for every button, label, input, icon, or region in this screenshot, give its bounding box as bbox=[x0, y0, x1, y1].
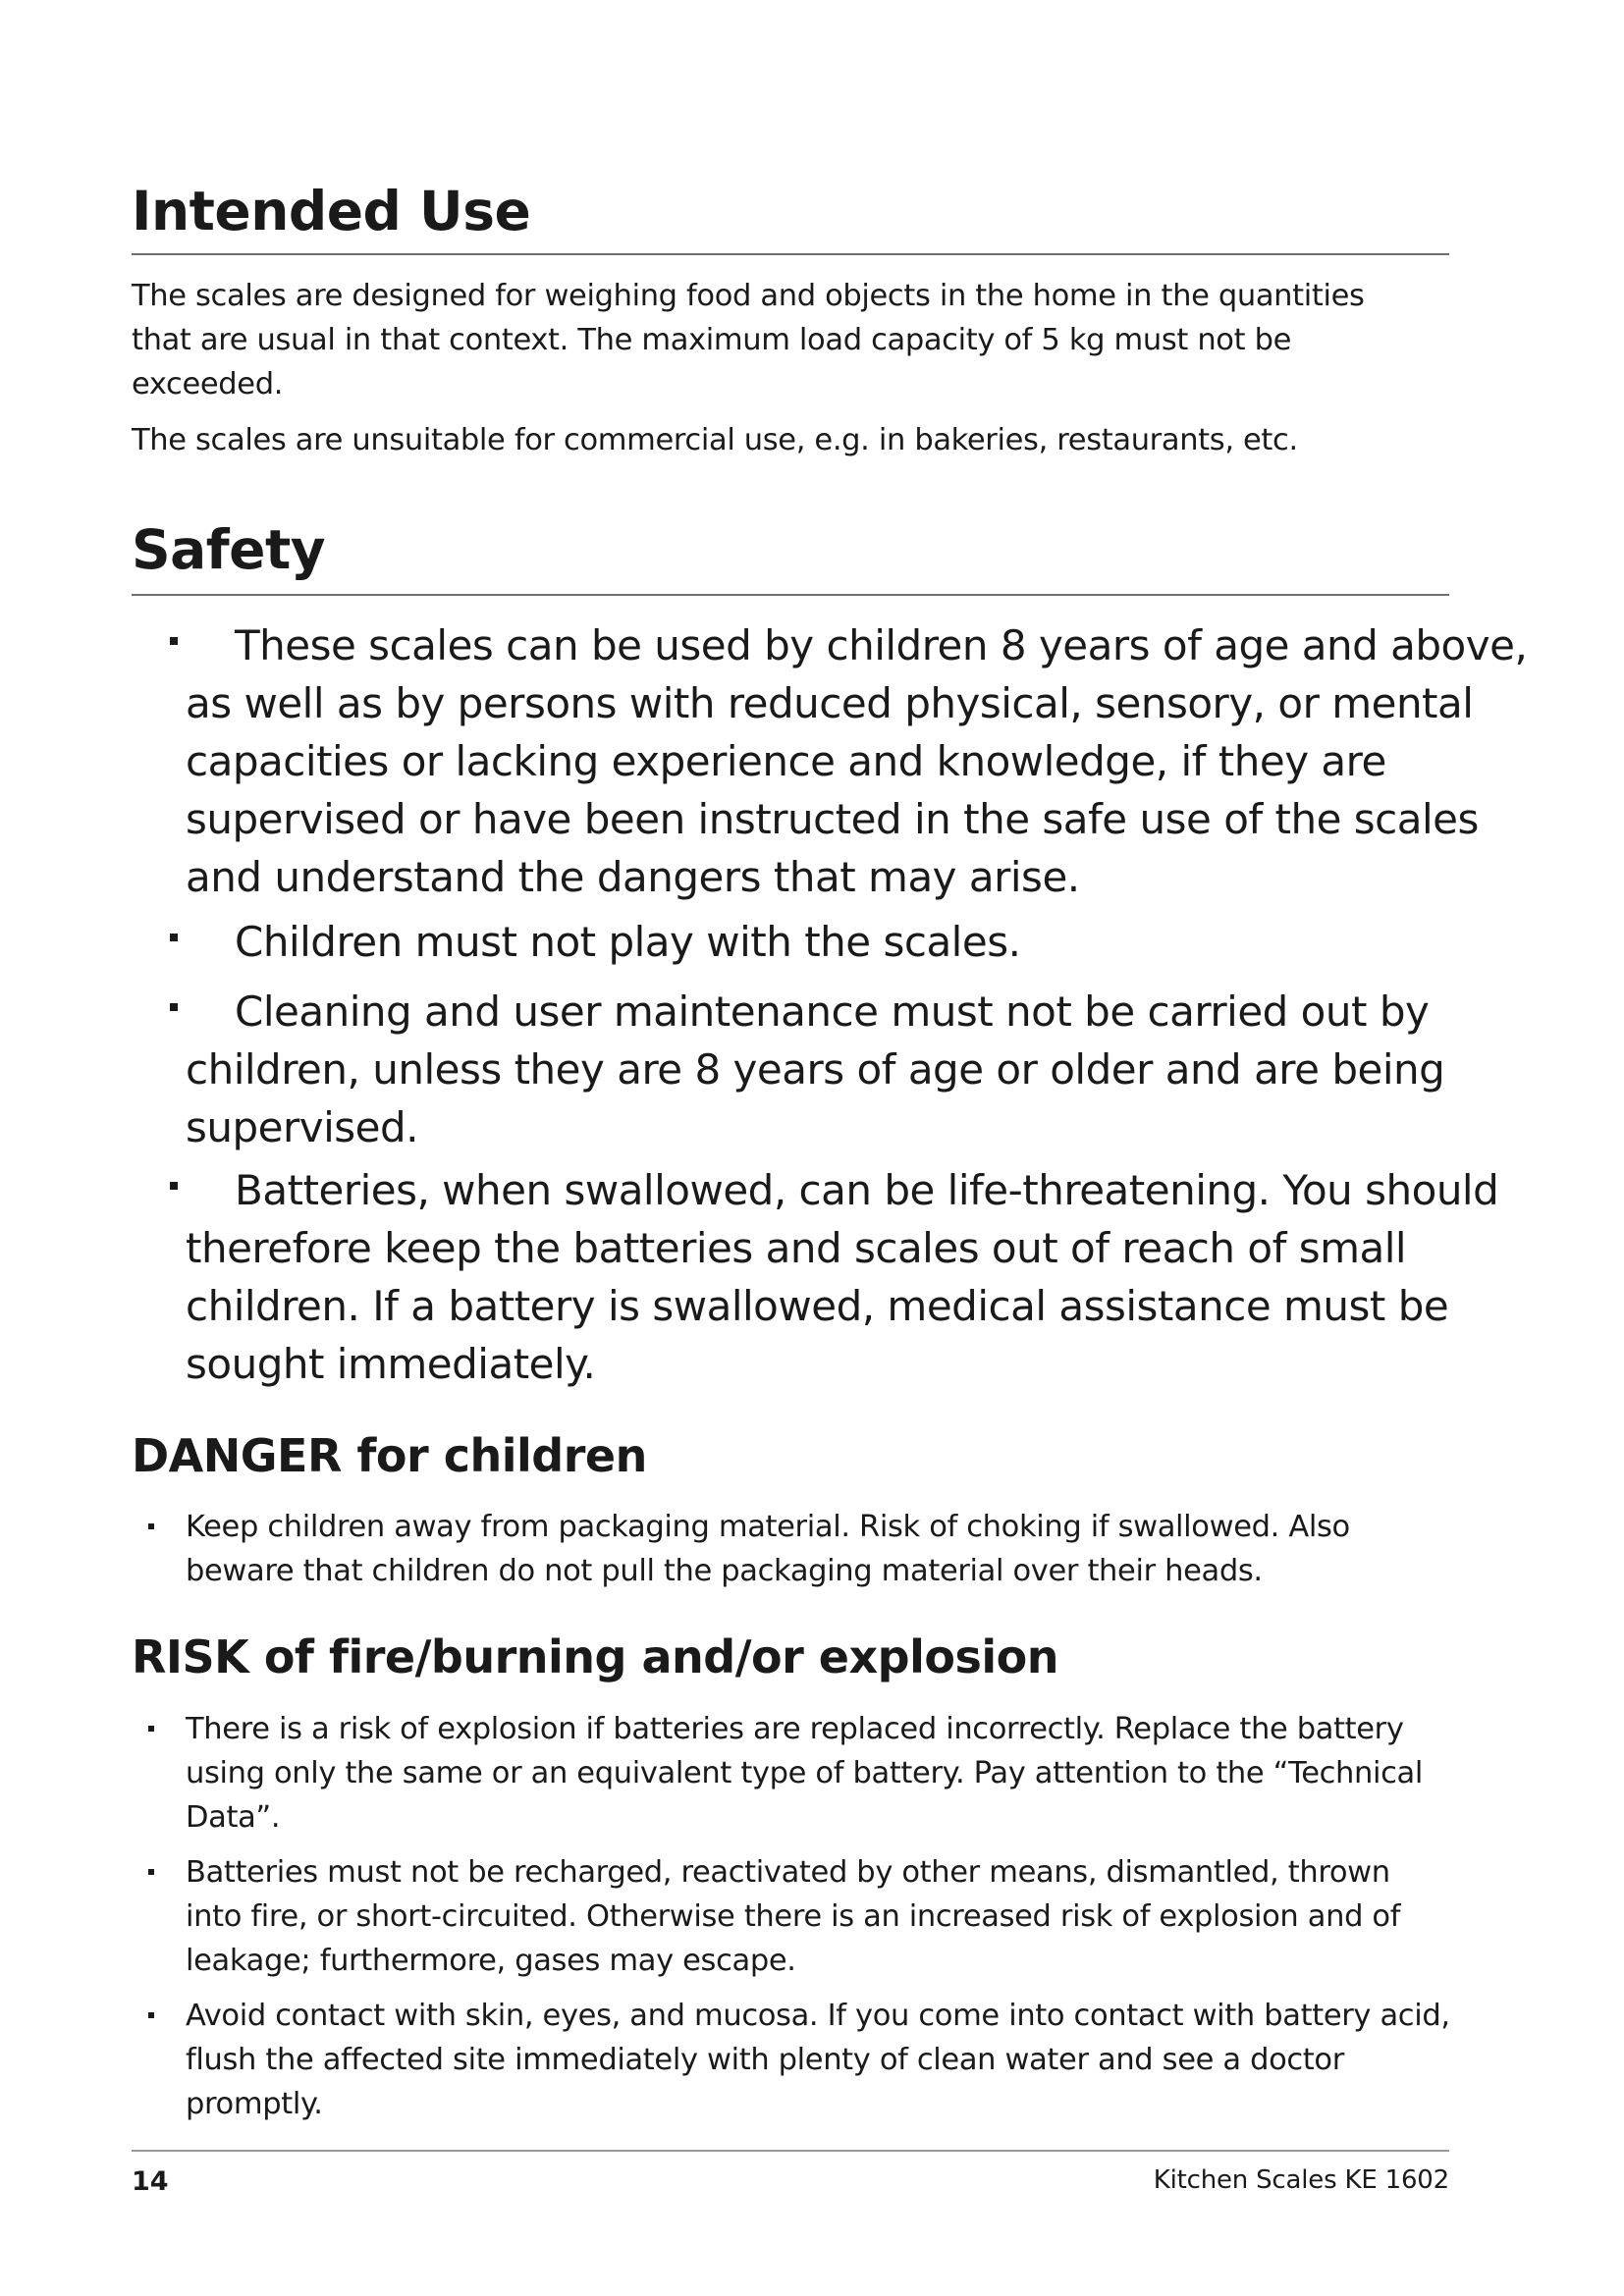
bullet-icon bbox=[170, 637, 178, 645]
safety-item-text: Cleaning and user maintenance must not be carried out by children, unless they are 8 years of age or older and are being supervised. bbox=[186, 988, 1445, 1151]
safety-rule bbox=[132, 594, 1449, 596]
bullet-icon bbox=[148, 1523, 154, 1529]
danger-item bbox=[132, 1505, 1452, 1593]
bullet-icon bbox=[170, 934, 178, 941]
intended-use-paragraph-1: The scales are designed for weighing food and objects in the home in the quantities that are usual in that context. The maximum load capacity of 5 kg must not be exceeded. bbox=[132, 279, 1365, 401]
safety-item-text: Batteries, when swallowed, can be life-threatening. You should therefore keep the batteries and scales out of reach of small children. If a battery is swallowed, medical assistance must be sought immediately. bbox=[186, 1166, 1499, 1388]
safety-item-text: Children must not play with the scales. bbox=[235, 918, 1021, 966]
risk-item-text: There is a risk of explosion if batteries are replaced incorrectly. Replace the battery using only the same or an equivalent type of battery. Pay attention to the “Technical Data”. bbox=[186, 1712, 1424, 1835]
bullet-icon bbox=[170, 1182, 178, 1190]
safety-heading: Safety bbox=[132, 518, 326, 581]
intended-use-rule bbox=[132, 253, 1449, 255]
danger-children-heading: DANGER for children bbox=[132, 1429, 647, 1482]
bullet-icon bbox=[170, 1003, 178, 1011]
danger-item-text: Keep children away from packaging material. Risk of choking if swallowed. Also beware that children do not pull the packaging material over their heads. bbox=[186, 1510, 1350, 1588]
risk-fire-heading: RISK of fire/burning and/or explosion bbox=[132, 1630, 1058, 1683]
safety-item bbox=[132, 616, 1536, 906]
page-number: 14 bbox=[132, 2166, 169, 2197]
footer-product-title: Kitchen Scales KE 1602 bbox=[1153, 2165, 1449, 2195]
risk-item bbox=[132, 1850, 1452, 1983]
risk-item-text: Batteries must not be recharged, reactivated by other means, dismantled, thrown into fire, or short-circuited. Otherwise there is an increased risk of explosion and of leakage; furthermore, gases may escape. bbox=[186, 1855, 1401, 1978]
footer-rule bbox=[132, 2150, 1449, 2152]
safety-item bbox=[132, 1161, 1536, 1393]
risk-item bbox=[132, 1707, 1452, 1840]
safety-item bbox=[132, 983, 1536, 1156]
risk-item-text: Avoid contact with skin, eyes, and mucosa. If you come into contact with battery acid, flush the affected site immediately with plenty of clean water and see a doctor promptly. bbox=[186, 1999, 1450, 2121]
safety-item bbox=[132, 913, 1536, 971]
intended-use-heading: Intended Use bbox=[132, 180, 531, 242]
manual-page bbox=[132, 0, 1528, 2296]
bullet-icon bbox=[148, 1726, 154, 1732]
bullet-icon bbox=[148, 1869, 154, 1875]
risk-item bbox=[132, 1994, 1452, 2126]
bullet-icon bbox=[148, 2012, 154, 2018]
intended-use-paragraph-2: The scales are unsuitable for commercial use, e.g. in bakeries, restaurants, etc. bbox=[132, 423, 1298, 457]
safety-item-text: These scales can be used by children 8 years of age and above, as well as by persons with reduced physical, sensory, or mental capacities or lacking experience and knowledge, if they are supervised or have been instructed in the safe use of the scales and understand the dangers that may arise. bbox=[186, 621, 1528, 901]
